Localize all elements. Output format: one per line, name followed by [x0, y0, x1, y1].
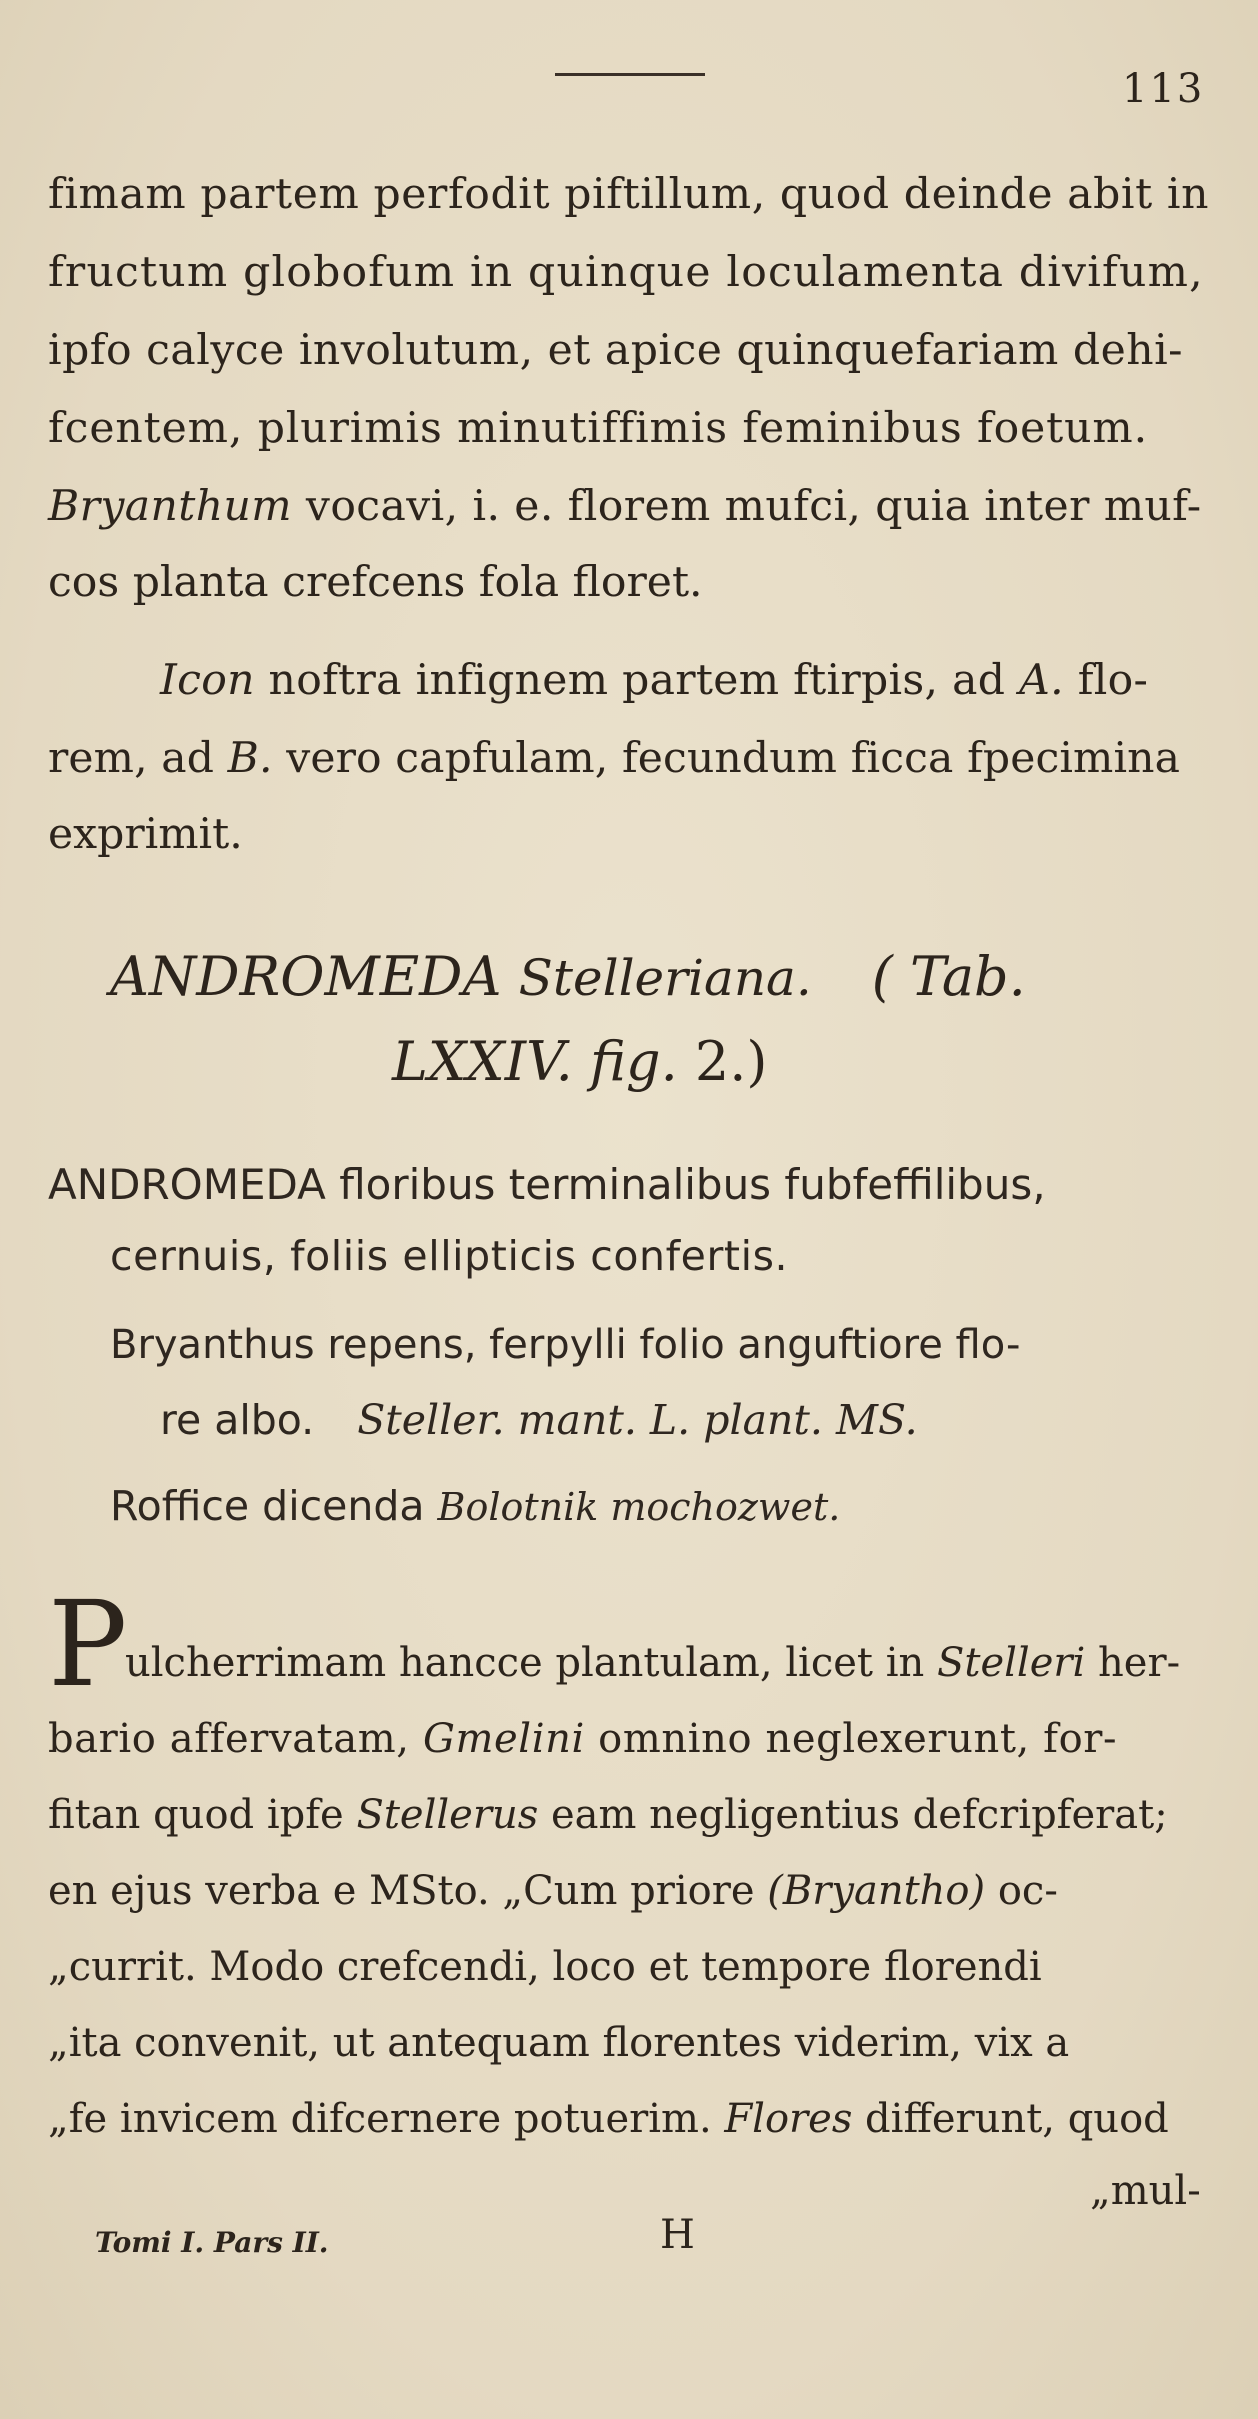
- italic-word: B.: [227, 734, 273, 783]
- page-number: 113: [1122, 66, 1205, 112]
- diagnosis-line: cernuis, foliis ellipticis confertis.: [110, 1232, 789, 1280]
- text-line: fimam partem perfodit piftillum, quod deinde abit in: [48, 170, 1210, 219]
- species-heading-line2: [392, 1030, 768, 1093]
- text-span: ulcherrimam hancce plantulam, licet in: [125, 1640, 937, 1686]
- text-span: vocavi, i. e. florem mufci, quia inter muf-: [292, 482, 1202, 531]
- text-line: [48, 482, 1202, 531]
- text-line: [48, 2096, 1169, 2142]
- text-line: ipfo calyce involutum, et apice quinquefariam dehi-: [48, 326, 1184, 375]
- vernacular-name: Bolotnik mochozwet.: [437, 1485, 841, 1529]
- italic-word: Flores: [724, 2096, 853, 2142]
- text-line: fructum globofum in quinque loculamenta divifum,: [48, 248, 1204, 297]
- species-heading: [110, 945, 1026, 1008]
- text-span: vero capfulam, fecundum ficca fpecimina: [272, 734, 1181, 783]
- text-line: [125, 1640, 1180, 1686]
- text-span: eam negligentius defcripferat;: [538, 1792, 1168, 1838]
- italic-word: Gmelini: [422, 1716, 585, 1762]
- text-span: Roffice dicenda: [110, 1482, 438, 1530]
- signature-mark: Tomi I. Pars II.: [95, 2226, 329, 2259]
- species-epithet: Stelleriana.: [518, 949, 812, 1007]
- text-line: [48, 734, 1180, 783]
- text-line: [160, 656, 1148, 705]
- text-line: exprimit.: [48, 810, 243, 859]
- italic-word: (Bryantho): [767, 1868, 986, 1914]
- drop-cap: P: [48, 1575, 128, 1713]
- diagnosis-line: ANDROMEDA floribus terminalibus fubfeffilibus,: [48, 1160, 1046, 1209]
- text-span: omnino neglexerunt, for-: [584, 1716, 1118, 1762]
- figure-abbrev: fig.: [572, 1030, 678, 1093]
- citation: Steller. mant. L. plant. MS.: [357, 1396, 918, 1444]
- synonym-line: [160, 1396, 918, 1444]
- catchword: „mul-: [1090, 2168, 1201, 2214]
- synonym-line: Bryanthus repens, ferpylli folio anguftiore flo-: [110, 1322, 1021, 1368]
- text-span: „fe invicem difcernere potuerim.: [48, 2096, 725, 2142]
- plate-number: LXXIV.: [392, 1030, 573, 1093]
- italic-word: Stelleri: [936, 1640, 1086, 1686]
- text-line: cos planta crefcens fola floret.: [48, 558, 703, 607]
- text-line: [48, 1716, 1117, 1762]
- italic-word: Icon: [160, 656, 255, 705]
- vernacular-line: [110, 1482, 840, 1530]
- header-rule: [555, 73, 705, 76]
- text-line: [48, 1792, 1168, 1838]
- italic-word: Stellerus: [356, 1792, 539, 1838]
- text-span: differunt, quod: [852, 2096, 1169, 2142]
- text-span: bario affervatam,: [48, 1716, 423, 1762]
- text-span: en ejus verba e MSto. „Cum priore: [48, 1868, 768, 1914]
- text-line: [48, 1868, 1058, 1914]
- figure-number: 2.): [677, 1030, 768, 1093]
- text-line: „ita convenit, ut antequam florentes viderim, vix a: [48, 2020, 1070, 2066]
- plate-ref: ( Tab.: [871, 945, 1026, 1008]
- italic-word: A.: [1019, 656, 1064, 705]
- genus-name: ANDROMEDA: [110, 945, 519, 1008]
- text-line: fcentem, plurimis minutiffimis feminibus foetum.: [48, 404, 1149, 453]
- text-span: oc-: [985, 1868, 1058, 1914]
- text-span: re albo.: [160, 1396, 328, 1444]
- gathering-letter: H: [660, 2212, 695, 2258]
- text-span: her-: [1085, 1640, 1181, 1686]
- text-span: noftra infignem partem ftirpis, ad: [254, 656, 1020, 705]
- text-line: „currit. Modo crefcendi, loco et tempore florendi: [48, 1944, 1042, 1990]
- text-span: rem, ad: [48, 734, 228, 783]
- text-span: fitan quod ipfe: [48, 1792, 357, 1838]
- text-span: flo-: [1063, 656, 1149, 705]
- italic-word: Bryanthum: [48, 482, 292, 531]
